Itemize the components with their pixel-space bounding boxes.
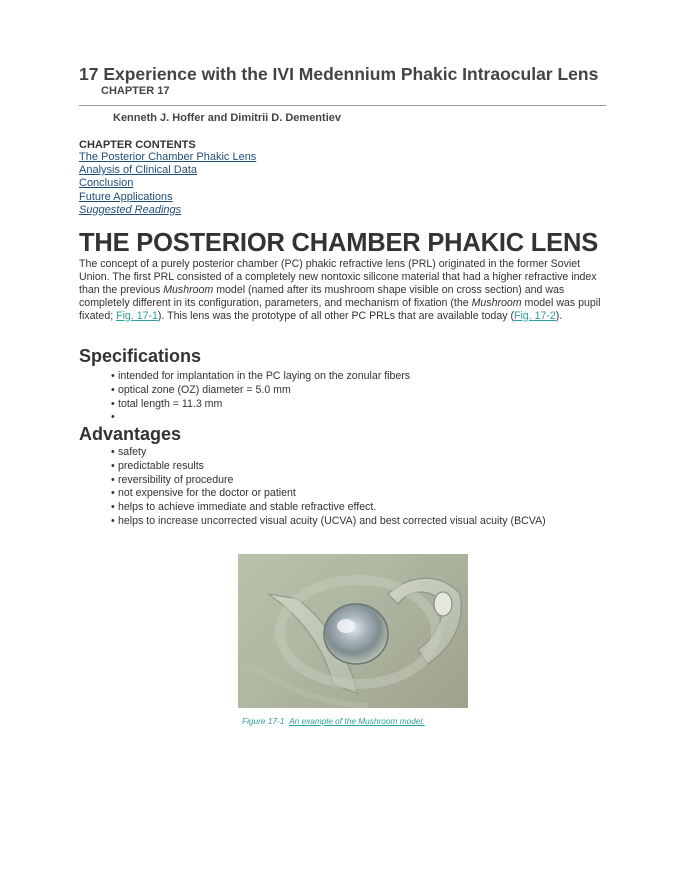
contents-link-posterior-chamber[interactable]: The Posterior Chamber Phakic Lens [79, 151, 257, 163]
para-text: model (named after its mushroom shape visible on cross section) and was completely different in its configuration, parameters, and mechanism of fixation (the [79, 283, 565, 309]
specifications-list [111, 370, 410, 425]
caption-text: model. [397, 716, 425, 726]
advantages-list [111, 446, 546, 529]
contents-link-suggested-readings[interactable]: Suggested Readings [79, 203, 182, 216]
list-item: • intended for implantation in the PC laying on the zonular fibers [111, 370, 410, 384]
figure-caption [242, 716, 425, 726]
mushroom-lens-photo [238, 554, 468, 708]
header-divider [79, 105, 606, 106]
caption-emphasis: Mushroom [358, 716, 398, 726]
list-item: • helps to achieve immediate and stable refractive effect. [111, 501, 546, 515]
figure-17-1-link[interactable]: Fig. 17-1 [116, 309, 158, 322]
intro-paragraph [79, 258, 607, 323]
section-heading: THE POSTERIOR CHAMBER PHAKIC LENS [79, 229, 599, 257]
contents-item [79, 191, 256, 204]
para-text: ). This lens was the prototype of all other PC PRLs that are available today ( [157, 309, 514, 322]
contents-item [79, 164, 256, 177]
para-emphasis: Mushroom [471, 296, 522, 309]
list-item: • predictable results [111, 460, 546, 474]
figure-17-1-image [238, 554, 468, 708]
para-emphasis: Mushroom [163, 283, 214, 296]
chapter-authors: Kenneth J. Hoffer and Dimitrii D. Dementiev [113, 112, 341, 124]
contents-link-clinical-data[interactable]: Analysis of Clinical Data [79, 164, 197, 177]
contents-heading: CHAPTER CONTENTS [79, 139, 196, 151]
caption-text: An example of the [289, 716, 359, 726]
para-text: ). [555, 309, 563, 322]
list-item: • total length = 11.3 mm [111, 398, 410, 412]
advantages-heading: Advantages [79, 424, 182, 444]
figure-label: Figure 17-1 [242, 716, 285, 726]
list-item: • optical zone (OZ) diameter = 5.0 mm [111, 384, 410, 398]
contents-list [79, 151, 256, 217]
para-text: model was pupil fixated; [79, 296, 601, 322]
contents-item [79, 177, 256, 190]
specifications-heading: Specifications [79, 346, 202, 366]
list-item: • helps to increase uncorrected visual acuity (UCVA) and best corrected visual acuity (BCVA) [111, 515, 546, 529]
list-item: • reversibility of procedure [111, 474, 546, 488]
contents-item [79, 204, 256, 217]
para-text: The concept of a purely posterior chamber (PC) phakic refractive lens (PRL) originated in the former Soviet Union. The first PRL consisted of a completely new nontoxic silicone material that had a higher refractive index than the previous [79, 258, 597, 296]
contents-link-future-applications[interactable]: Future Applications [79, 190, 173, 203]
contents-item [79, 151, 256, 164]
chapter-title: 17 Experience with the IVI Medennium Phakic Intraocular Lens [79, 64, 599, 84]
list-item: • safety [111, 446, 546, 460]
list-item: • not expensive for the doctor or patient [111, 487, 546, 501]
contents-link-conclusion[interactable]: Conclusion [79, 177, 134, 190]
figure-17-2-link[interactable]: Fig. 17-2 [513, 309, 556, 322]
chapter-number: CHAPTER 17 [101, 85, 170, 97]
